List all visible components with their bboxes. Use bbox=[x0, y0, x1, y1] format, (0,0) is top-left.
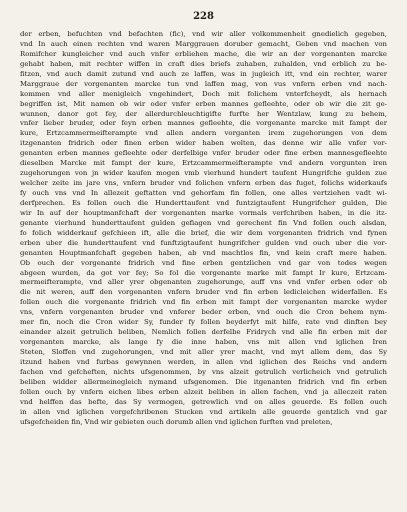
text-line: vnd helffen das befte, das Sy vermogen, getrewlich vnd on alles geuerde. Es follen ouch bbox=[20, 397, 387, 406]
text-line: ufsgefcheiden fin, Vnd wir gebieten ouch dorumb allen vnd iglichen furften vnd preleten, bbox=[20, 417, 333, 426]
text-line: follen ouch by vnfern eichen libes erben alzeit beliben in allen fachen, vnd ja alleczeit raten bbox=[20, 387, 387, 396]
text-line: derfprechen. Es follen ouch die Hunderttaufent vnd funtzigtaufent Hungrifcher gulden, Die bbox=[20, 198, 387, 207]
text-line: genanten erben mannes gefleehte oder derfelbige vnfer bruder oder fine erben mannesgefleehte bbox=[20, 149, 387, 158]
text-line: der erben, befuchten vnd befachten (fic), vnd wir aller volkommenheit gnedielich gegeben, bbox=[20, 30, 387, 38]
text-line: zugehorungen von jn wider kaufen mogen vmb vierhund hundert taufent Hungrifche gulden zue bbox=[20, 169, 387, 178]
body-text bbox=[20, 30, 387, 428]
text-line: in allen vnd iglichen vorgefchribenen Stucken vnd artikeln alle geuerde gentzlich vnd gar bbox=[20, 407, 387, 416]
text-line: fitzen, vnd auch damit zutund vnd auch ze laffen, was in jugleich itt, vnd ein rechter, warer bbox=[20, 69, 387, 78]
text-line: Ob ouch der vorgenante fridrich vnd fine erben gentzlichen vnd gar von todes wegen bbox=[20, 258, 387, 267]
text-line: welcher zeite im jare vns, vnfern bruder vnd folichen vnfern erben das fuget, folichs widerkaufs bbox=[20, 179, 387, 188]
text-line: die nit weren, auff den vorgenanten vnfern bruder vnd fin erben ledicleichen widerfallen. Es bbox=[20, 288, 387, 297]
text-line: itzund haben vnd furbas gewynnen werden, in allen vnd iglichen des Reichs vnd andern bbox=[20, 357, 387, 366]
text-line: abgeen wurden, da got vor fey; So fol die vorgenante marke mit fampt Ir kure, Ertzcam- bbox=[20, 268, 387, 277]
text-line: vnd In auch einen rechten vnd waren Marggrauen doruber gemacht, Geben vnd machen von bbox=[20, 39, 387, 48]
text-line: beliben widder allermeinegleich nymand ufsgenomen. Die itgenanten fridrich vnd fin erben bbox=[20, 377, 387, 386]
text-line: genanten Houptmanfchaft gegeben haben, ab vnd machtlos fin, vnd kein craft mere haben. bbox=[20, 248, 387, 257]
text-line: mermeifterampte, vnd aller yrer obgenanten zugehorunge, auff vns vnd vnfer erben oder ob bbox=[20, 278, 387, 287]
text-line: fo folich widderkauf gefchieen ift, alle die brief, die wir dem vorgenanten fridrich vnd fynen bbox=[20, 228, 387, 237]
text-line: gehabt haben, mit rechter wiffen in craft dies briefs zuhaben, zuhalden, vnd erblich zu be- bbox=[20, 59, 387, 68]
text-line: einander alzeit getrulich beliben, Nemlich follen derfelbe Fridrych vnd alle fin erben mit der bbox=[20, 328, 387, 337]
text-line: genante vierhund hunderttaufent gulden gefiagen vnd gerechent fin Vnd follen ouch alsdan, bbox=[20, 218, 387, 227]
text-line: mer fin, noch die Cron wider Sy, funder fy follen beyderfyt mit hilfe, rate vnd dinften bey bbox=[20, 318, 387, 327]
text-line: wunnen, danor got fey, der allerdurchleuchtigifte furfte her Wentzlaw, kung zu behem, bbox=[20, 109, 387, 118]
text-line: follen ouch die vorgenante fridrich vnd fin erben mit fampt der vorgenanten marcke wyder bbox=[20, 298, 387, 307]
text-line: vnfer lieber bruder, oder feyn erben mannes gefleehte, die vorgenante marcke mit fampt der bbox=[20, 119, 387, 128]
text-line: vns, vnfern vorgenanten bruder vnd vnferer beder erben, vnd ouch die Cron behem nym- bbox=[20, 308, 387, 317]
text-line: kommen vnd aller menigleich vngehindert, Doch mit folichem vnterfcheydt, als hernach bbox=[20, 89, 387, 98]
text-line: Marggraue der vorgenanten marcke tun vnd laffen mag, von vus vnfern erben vnd nach- bbox=[20, 79, 387, 88]
text-line: begriffen ist, Mit namen ob wir oder vnfer erben mannes gefleehte, oder ob wir die zit ge- bbox=[20, 99, 387, 108]
text-line: Steten, Sloffen vnd zugehorungen, vnd mit aller yrer macht, vnd myt allem dem, das Sy bbox=[20, 348, 387, 356]
text-line: itzgenanten fridrich oder finen erben wider haben wolten, das denne wir alle vnfer vor- bbox=[20, 139, 387, 148]
text-line: vorgenanten marcke, als lange fy die inne haben, vns mit allen vnd iglichen Iren bbox=[20, 338, 387, 347]
page-number: 228 bbox=[193, 11, 214, 22]
text-line: fy ouch vns vnd In allezeit geftatten vnd gehorfam fin follen, one alles vertziehen vadt wi- bbox=[20, 189, 387, 197]
text-line: wir In auf der houptmanfchaft der vorgenanten marke vormals verfchriben haben, in die itz- bbox=[20, 208, 387, 217]
text-line: Romifcher kungleicher vnd auch vnfer erbliehen mache, die wir an der vorgenanten marcke bbox=[20, 49, 387, 58]
text-line: fachen vnd gefcheften, nichts ufsgenommen, by vns alzeit getrulich verlicheich vnd getrulich bbox=[20, 367, 387, 376]
text-line: kure, Ertzcammermeifterampte vnd allen andern vorganten irem zugehorungen von dem bbox=[20, 129, 387, 138]
text-line: dieselben Marcke mit fampt der kure, Ertzcammermeifterampte vnd andern vorgunten iren bbox=[20, 159, 387, 168]
text-line: erben uber die hunderttaufent vnd funftzigtaufent hungrifcher gulden vnd ouch uber die vor- bbox=[20, 238, 387, 247]
